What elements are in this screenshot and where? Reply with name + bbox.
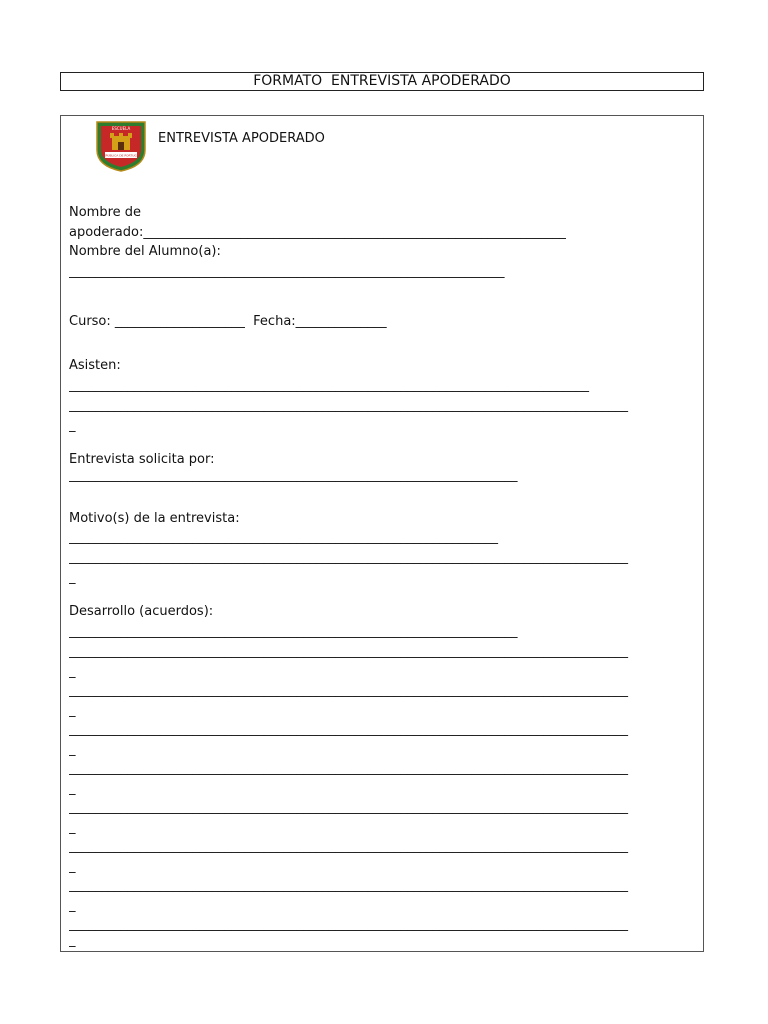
logo-text-bottom: REPÚBLICA DE PORTUGAL [101, 153, 141, 158]
desarrollo-field-line[interactable]: ______________________________________________________________________________________ [69, 644, 628, 659]
motivo-label: Motivo(s) de la entrevista: [69, 511, 240, 526]
motivo-field-line[interactable]: _ [69, 570, 76, 585]
asisten-field-line[interactable]: ________________________________________________________________________________ [69, 378, 589, 393]
alumno-label: Nombre del Alumno(a): [69, 244, 221, 259]
desarrollo-label: Desarrollo (acuerdos): [69, 604, 214, 619]
interview-form [60, 115, 704, 952]
asisten-field-line[interactable]: ______________________________________________________________________________________ [69, 398, 628, 413]
apoderado-field[interactable]: apoderado:_________________________________________________________________ [69, 225, 566, 240]
desarrollo-field-line[interactable]: _ [69, 859, 76, 874]
desarrollo-field-line[interactable]: _ [69, 664, 76, 679]
desarrollo-field-line[interactable]: _ [69, 781, 76, 796]
curso-fecha-field[interactable]: Curso: ____________________ Fecha:______________ [69, 314, 387, 329]
desarrollo-field-line[interactable]: _ [69, 703, 76, 718]
desarrollo-field-line[interactable]: ______________________________________________________________________________________ [69, 839, 628, 854]
document-title: FORMATO ENTREVISTA APODERADO [60, 72, 704, 91]
motivo-field-line[interactable]: __________________________________________________________________ [69, 530, 498, 545]
desarrollo-field-line[interactable]: ______________________________________________________________________________________ [69, 878, 628, 893]
solicita-field[interactable]: _____________________________________________________________________ [69, 468, 518, 483]
desarrollo-field-line[interactable]: ______________________________________________________________________________________ [69, 722, 628, 737]
desarrollo-field-line[interactable]: _ [69, 933, 76, 948]
desarrollo-field-line[interactable]: ______________________________________________________________________________________ [69, 917, 628, 932]
desarrollo-field-line[interactable]: _ [69, 820, 76, 835]
alumno-field[interactable]: ___________________________________________________________________ [69, 264, 505, 279]
desarrollo-field-line[interactable]: _____________________________________________________________________ [69, 624, 518, 639]
asisten-field-line[interactable]: _ [69, 418, 76, 433]
logo-text-top: ESCUELA [111, 126, 131, 131]
asisten-label: Asisten: [69, 358, 121, 373]
desarrollo-field-line[interactable]: ______________________________________________________________________________________ [69, 800, 628, 815]
desarrollo-field-line[interactable]: ______________________________________________________________________________________ [69, 683, 628, 698]
desarrollo-field-line[interactable]: ______________________________________________________________________________________ [69, 761, 628, 776]
form-header-label: ENTREVISTA APODERADO [158, 131, 325, 146]
apoderado-label: Nombre de [69, 205, 142, 220]
school-crest-logo [95, 120, 147, 172]
desarrollo-field-line[interactable]: _ [69, 742, 76, 757]
motivo-field-line[interactable]: ______________________________________________________________________________________ [69, 550, 628, 565]
desarrollo-field-line[interactable]: _ [69, 898, 76, 913]
solicita-label: Entrevista solicita por: [69, 452, 215, 467]
